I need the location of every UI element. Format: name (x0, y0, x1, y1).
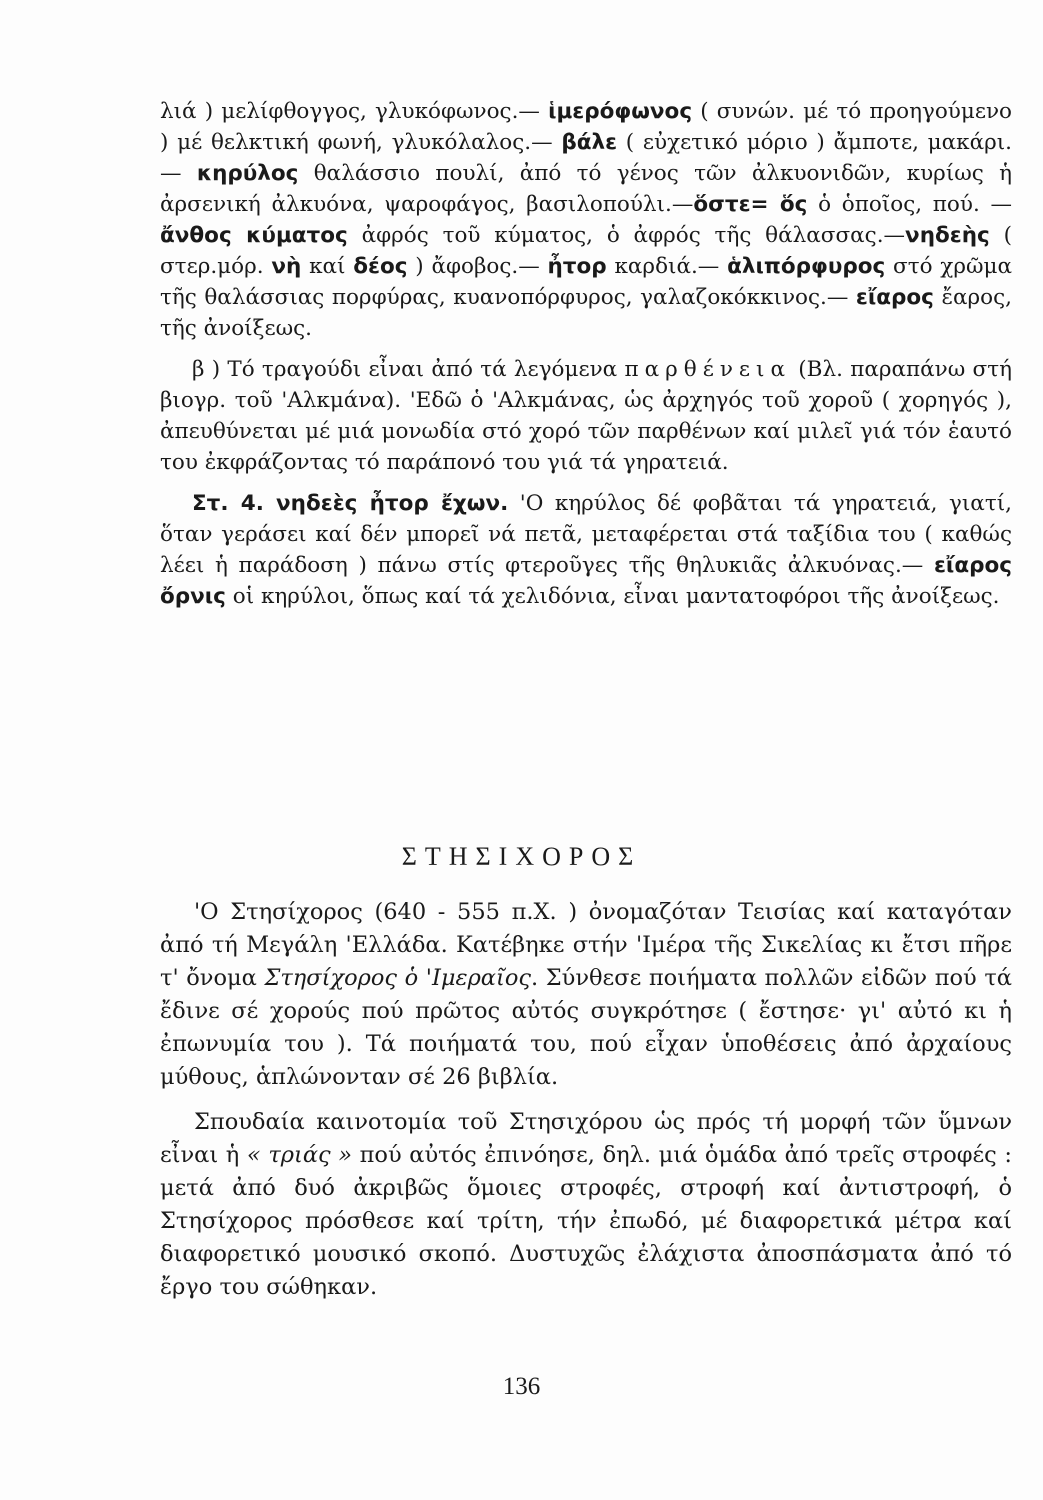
note-text: (Βλ. παραπάνω στή βιογρ. τοῦ 'Αλκμάνα). 'Εδῶ ὁ 'Αλκμάνας, ὡς ἀρχηγός τοῦ χοροῦ ( χορηγός ), ἀπευθύνεται μέ μιά μονωδία στό χορό τῶν παρθένων καί μιλεῖ γιά τόν ἑαυτό του ἐκφράζοντας τό παράπονό του γιά τά γηρατειά. (160, 357, 1012, 475)
body-text: . Σύνθεσε ποιήματα πολλῶν εἰδῶν πού τά ἔδινε σέ χορούς πού πρῶτος αὐτός συγκρότησε ( ἔστησε· γι' αὐτό κι ἡ ἐπωνυμία του ). Τά ποιήματά του, πού εἶχαν ὑποθέσεις ἀπό ἀρχαίους μύθους, ἁπλώνονταν σέ 26 βιβλία. (160, 965, 1012, 1090)
lemma: ἄνθος κύματος (160, 223, 348, 248)
page-number: 136 (502, 1373, 541, 1400)
note-text: στό χρῶμα τῆς θαλάσσιας πορφύρας, κυανοπόρφυρος, γαλαζοκόκκινος.— (160, 254, 1012, 310)
note-text: καρδιά.— (606, 254, 728, 279)
note-text: 'Ο κηρύλος δέ φοβᾶται τά γηρατειά, γιατί, ὅταν γεράσει καί δέν μπορεῖ νά πετᾶ, μεταφέρεται στά ταξίδια του ( καθώς λέει ἡ παράδοση ) πάνω στίς φτεροῦγες τῆς θηλυκιᾶς ἀλκυόνας.— (160, 491, 1012, 578)
lemma: εἴαρος (855, 285, 934, 310)
body-paragraph-biography (160, 896, 1012, 1094)
commentary-notes (160, 96, 1012, 612)
note-paragraph-glossary (160, 96, 1012, 344)
note-text: ) ἄφοβος.— (407, 254, 548, 279)
lemma: δέος (353, 254, 408, 279)
note-text: λιά ) μελίφθογγος, γλυκόφωνος.— (160, 99, 549, 124)
lemma: νὴ (271, 254, 302, 279)
section-heading: ΣΤΗΣΙΧΟΡΟΣ (401, 842, 642, 871)
body-text: 'Ο Στησίχορος (640 - 555 π.Χ. ) ὀνομαζόταν Τεισίας καί καταγόταν ἀπό τή Μεγάλη 'Ελλάδα. Κατέβηκε στήν 'Ιμέρα τῆς Σικελίας κι ἔτσι πῆρε τ' ὄνομα (160, 899, 1012, 991)
lemma: ἁλιπόρφυρος (727, 254, 886, 279)
note-text: ἔαρος, τῆς ἀνοίξεως. (160, 285, 1012, 341)
lemma: ὅστε= ὅς (693, 192, 808, 217)
note-text: β ) Τό τραγούδι εἶναι ἀπό τά λεγόμενα (192, 357, 625, 382)
note-paragraph-verse-4 (160, 488, 1012, 612)
note-text: ( εὐχετικό μόριο ) ἄμποτε, μακάρι.— (160, 130, 1013, 186)
body-text: Σπουδαία καινοτομία τοῦ Στησιχόρου ὡς πρός τή μορφή τῶν ὕμνων εἶναι ἡ (160, 1109, 1012, 1168)
lemma: Στ. 4. νηδεὲς ἦτορ ἔχων. (192, 491, 509, 516)
lemma: ἦτορ (547, 254, 607, 279)
note-text: οἱ κηρύλοι, ὅπως καί τά χελιδόνια, εἶναι μαντατοφόροι τῆς ἀνοίξεως. (225, 584, 1000, 609)
lemma: ἱμερόφωνος (548, 99, 693, 124)
italic-term: « τριάς » (246, 1142, 353, 1168)
section-body (160, 896, 1012, 1304)
body-text: πού αὐτός ἐπινόησε, δηλ. μιά ὁμάδα ἀπό τρεῖς στροφές : μετά ἀπό δυό ἀκριβῶς ὅμοιες στροφές, στροφή καί ἀντιστροφή, ὁ Στησίχορος πρόσθεσε καί τρίτη, τήν ἐπωδό, μέ διαφορετικά μέτρα καί διαφορετικό μουσικό σκοπό. Δυστυχῶς ἐλάχιστα ἀποσπάσματα ἀπό τό ἔργο του σώθηκαν. (160, 1142, 1012, 1300)
note-text: ( συνών. μέ τό προηγούμενο ) μέ θελκτική φωνή, γλυκόλαλος.— (160, 99, 1012, 155)
note-paragraph-parthenia (160, 354, 1012, 478)
note-text: ἀφρός τοῦ κύματος, ὁ ἀφρός τῆς θάλασσας.— (347, 223, 906, 248)
lemma: νηδεὴς (905, 223, 990, 248)
lemma: κηρύλος (196, 161, 299, 186)
note-text: θαλάσσιο πουλί, ἀπό τό γένος τῶν ἀλκυονιδῶν, κυρίως ἡ ἀρσενική ἀλκυόνα, ψαροφάγος, βασιλοπούλι.— (160, 161, 1012, 217)
spaced-term: παρθένεια (624, 357, 791, 382)
note-text: ὁ ὁποῖος, πού. — (807, 192, 1012, 217)
lemma: βάλε (561, 130, 618, 155)
lemma: εἴαρος ὄρνις (160, 553, 1012, 609)
italic-epithet: Στησίχορος ὁ 'Ιμεραῖος (264, 965, 531, 991)
note-text: ( στερ.μόρ. (160, 223, 1012, 279)
note-text: καί (301, 254, 354, 279)
body-paragraph-triad (160, 1106, 1012, 1304)
